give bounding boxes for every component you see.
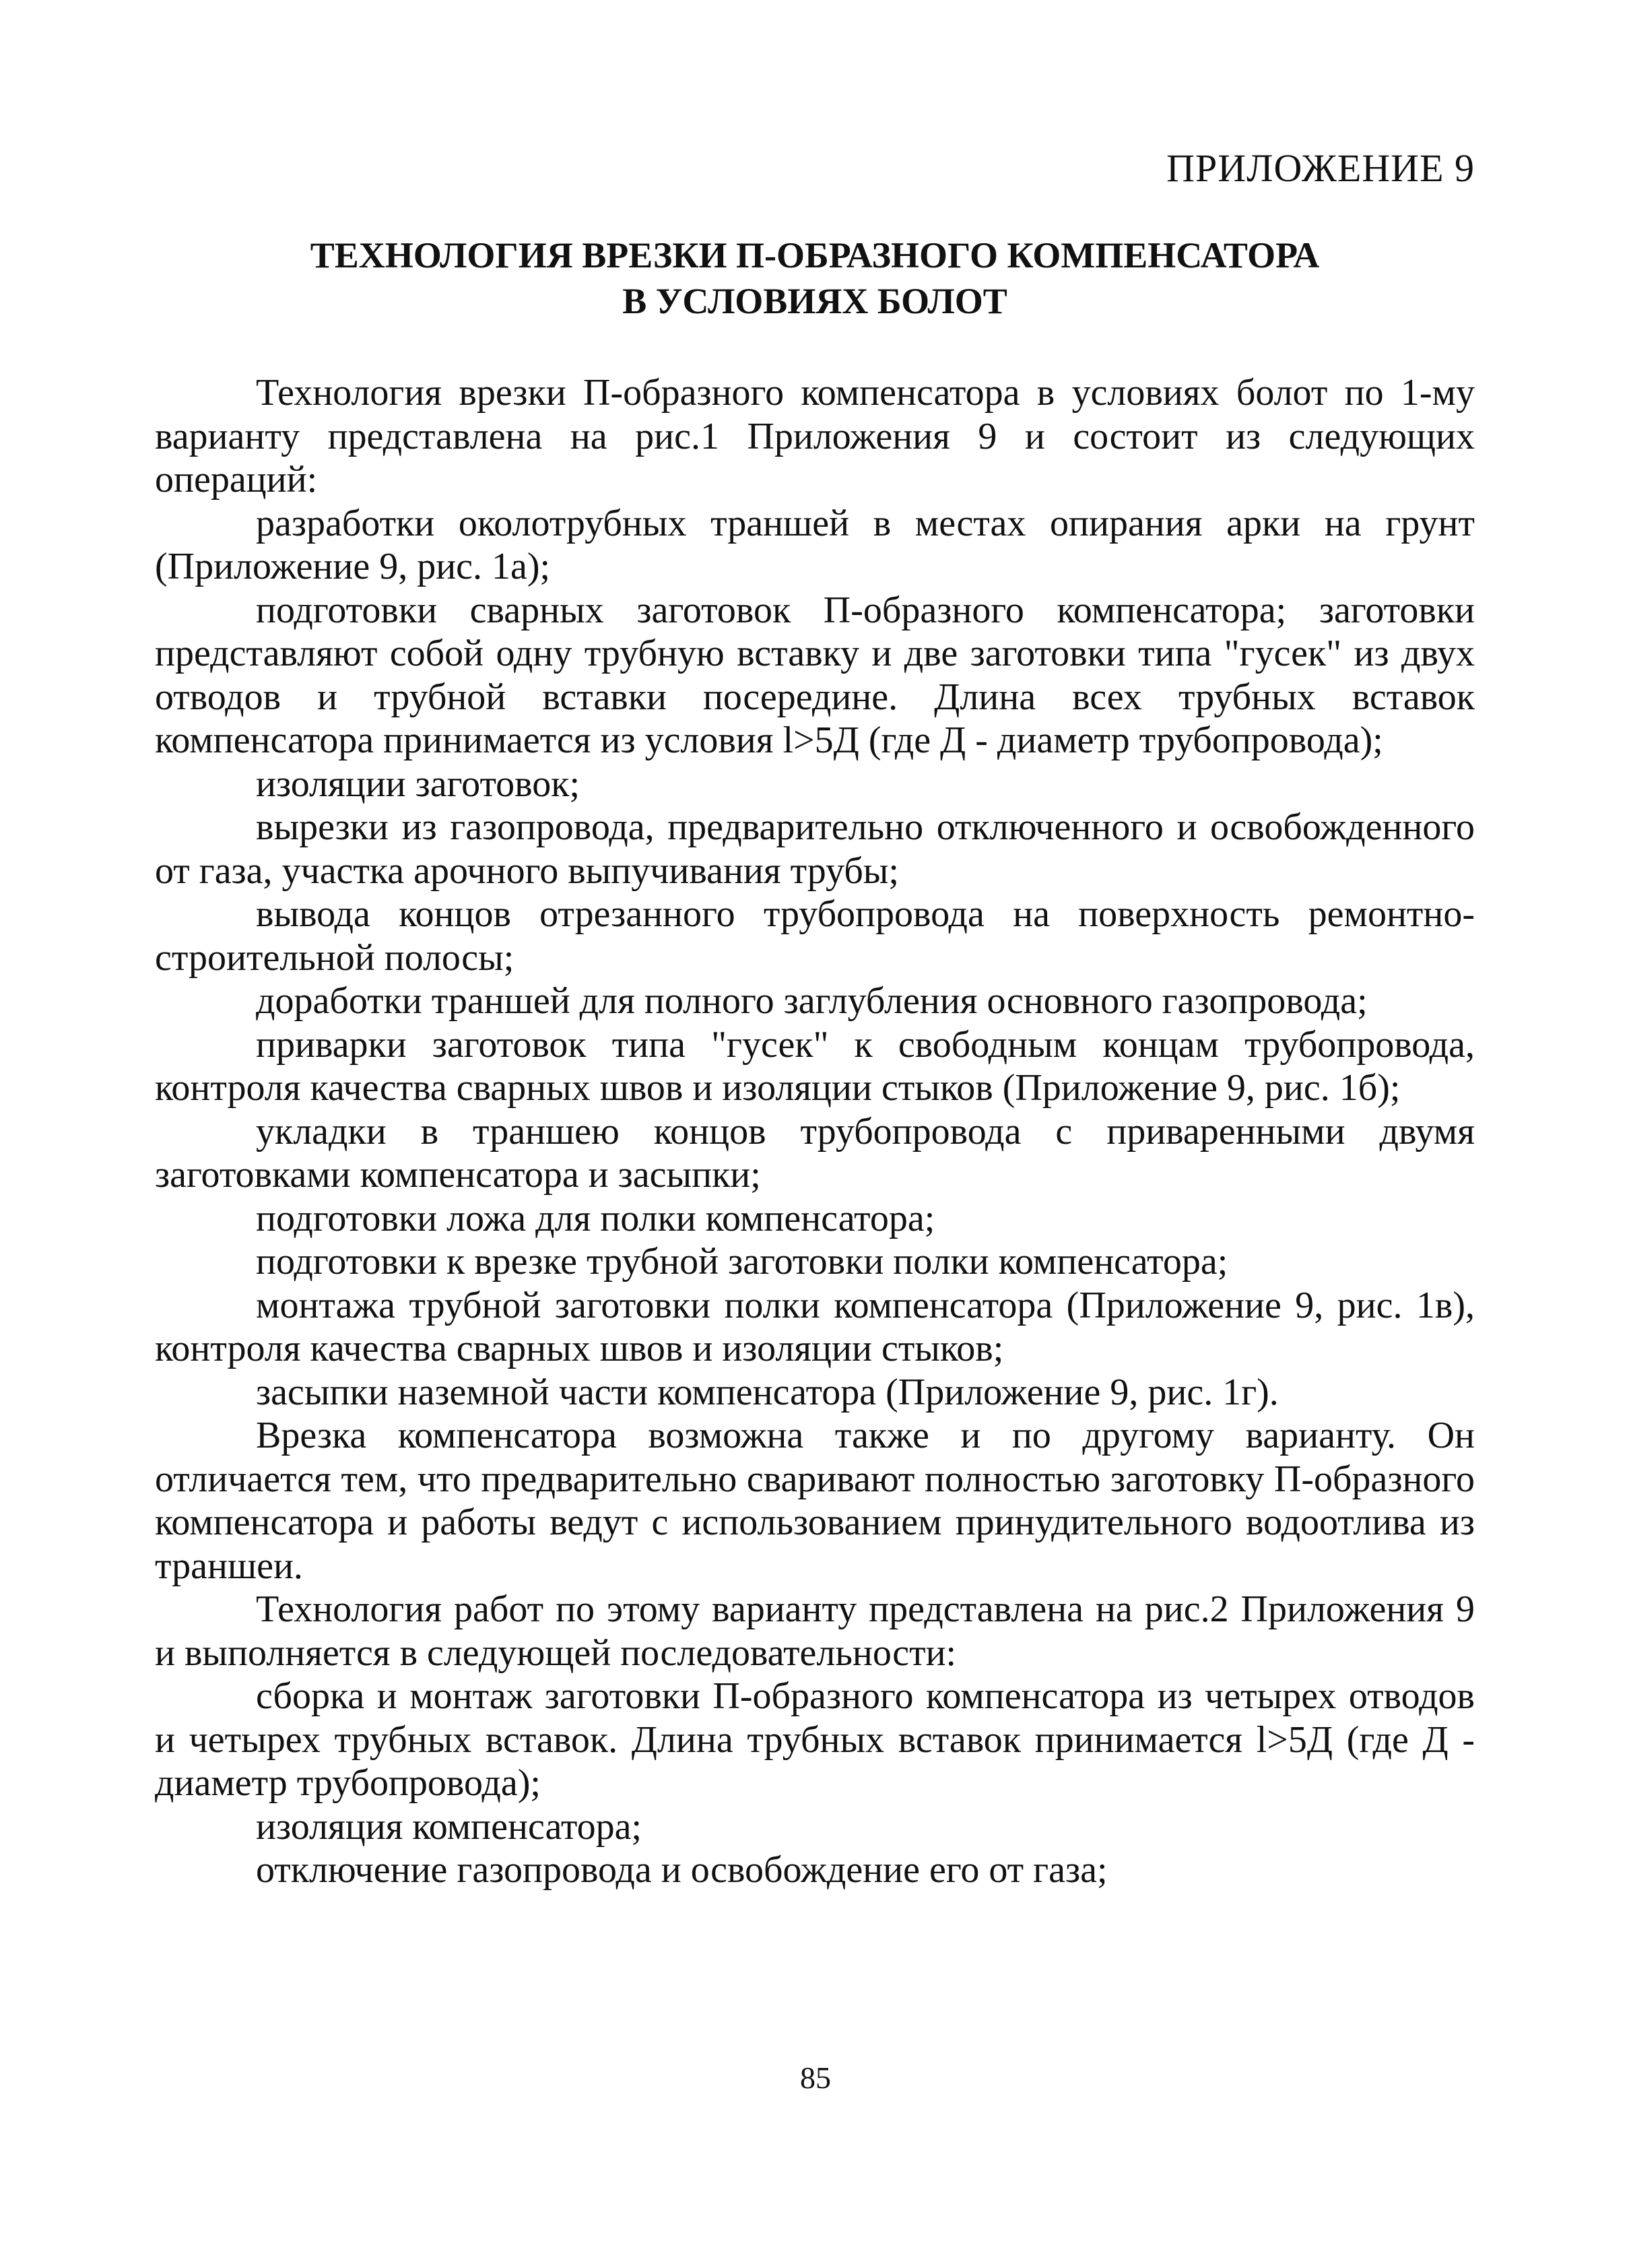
paragraph: изоляция компенсатора; (256, 1805, 642, 1848)
paragraph: Врезка компенсатора возможна также и по другому варианту. Он отличается тем, что предварительно сваривают полностью заготовку П-образного компенсатора и работы ведут с использованием принудительного водоотлива из траншеи. (155, 1415, 1475, 1587)
paragraph: подготовки сварных заготовок П-образного компенсатора; заготовки представляют собой одну трубную вставку и две заготовки типа "гусек" из двух отводов и трубной вставки посередине. Длина всех трубных вставок компенсатора принимается из условия l>5Д (где Д - диаметр трубопровода); (155, 589, 1475, 761)
title-line: В УСЛОВИЯХ БОЛОТ (622, 281, 1007, 321)
page-number: 85 (800, 2061, 831, 2095)
paragraph: засыпки наземной части компенсатора (Приложение 9, рис. 1г). (256, 1371, 1279, 1413)
paragraph: приварки заготовок типа "гусек" к свободным концам трубопровода, контроля качества сварных швов и изоляции стыков (Приложение 9, рис. 1б); (155, 1023, 1475, 1109)
paragraph: Технология работ по этому варианту представлена на рис.2 Приложения 9 и выполняется в следующей последовательности: (155, 1588, 1475, 1674)
appendix-label: ПРИЛОЖЕНИЕ 9 (1166, 146, 1475, 190)
paragraph: подготовки ложа для полки компенсатора; (256, 1197, 935, 1239)
paragraph: изоляции заготовок; (256, 763, 580, 805)
paragraph: разработки околотрубных траншей в местах опирания арки на грунт (Приложение 9, рис. 1а); (155, 502, 1475, 587)
document-body (155, 371, 1475, 1892)
paragraph: сборка и монтаж заготовки П-образного компенсатора из четырех отводов и четырех трубных вставок. Длина трубных вставок принимается l>5Д (где Д - диаметр трубопровода); (155, 1675, 1475, 1804)
paragraph: отключение газопровода и освобождение его от газа; (256, 1849, 1108, 1891)
paragraph: подготовки к врезке трубной заготовки полки компенсатора; (256, 1241, 1228, 1283)
document-page (155, 145, 1475, 1892)
paragraph: Технология врезки П-образного компенсатора в условиях болот по 1-му варианту представлена на рис.1 Приложения 9 и состоит из следующих операций: (155, 372, 1475, 500)
document-title (155, 232, 1475, 324)
title-line: ТЕХНОЛОГИЯ ВРЕЗКИ П-ОБРАЗНОГО КОМПЕНСАТОРА (310, 235, 1320, 276)
paragraph: монтажа трубной заготовки полки компенсатора (Приложение 9, рис. 1в), контроля качества сварных швов и изоляции стыков; (155, 1284, 1475, 1369)
paragraph: укладки в траншею концов трубопровода с приваренными двумя заготовками компенсатора и засыпки; (155, 1110, 1475, 1196)
paragraph: доработки траншей для полного заглубления основного газопровода; (256, 980, 1368, 1022)
paragraph: вывода концов отрезанного трубопровода на поверхность ремонтно-строительной полосы; (155, 893, 1475, 979)
paragraph: вырезки из газопровода, предварительно отключенного и освобожденного от газа, участка арочного выпучивания трубы; (155, 806, 1475, 892)
